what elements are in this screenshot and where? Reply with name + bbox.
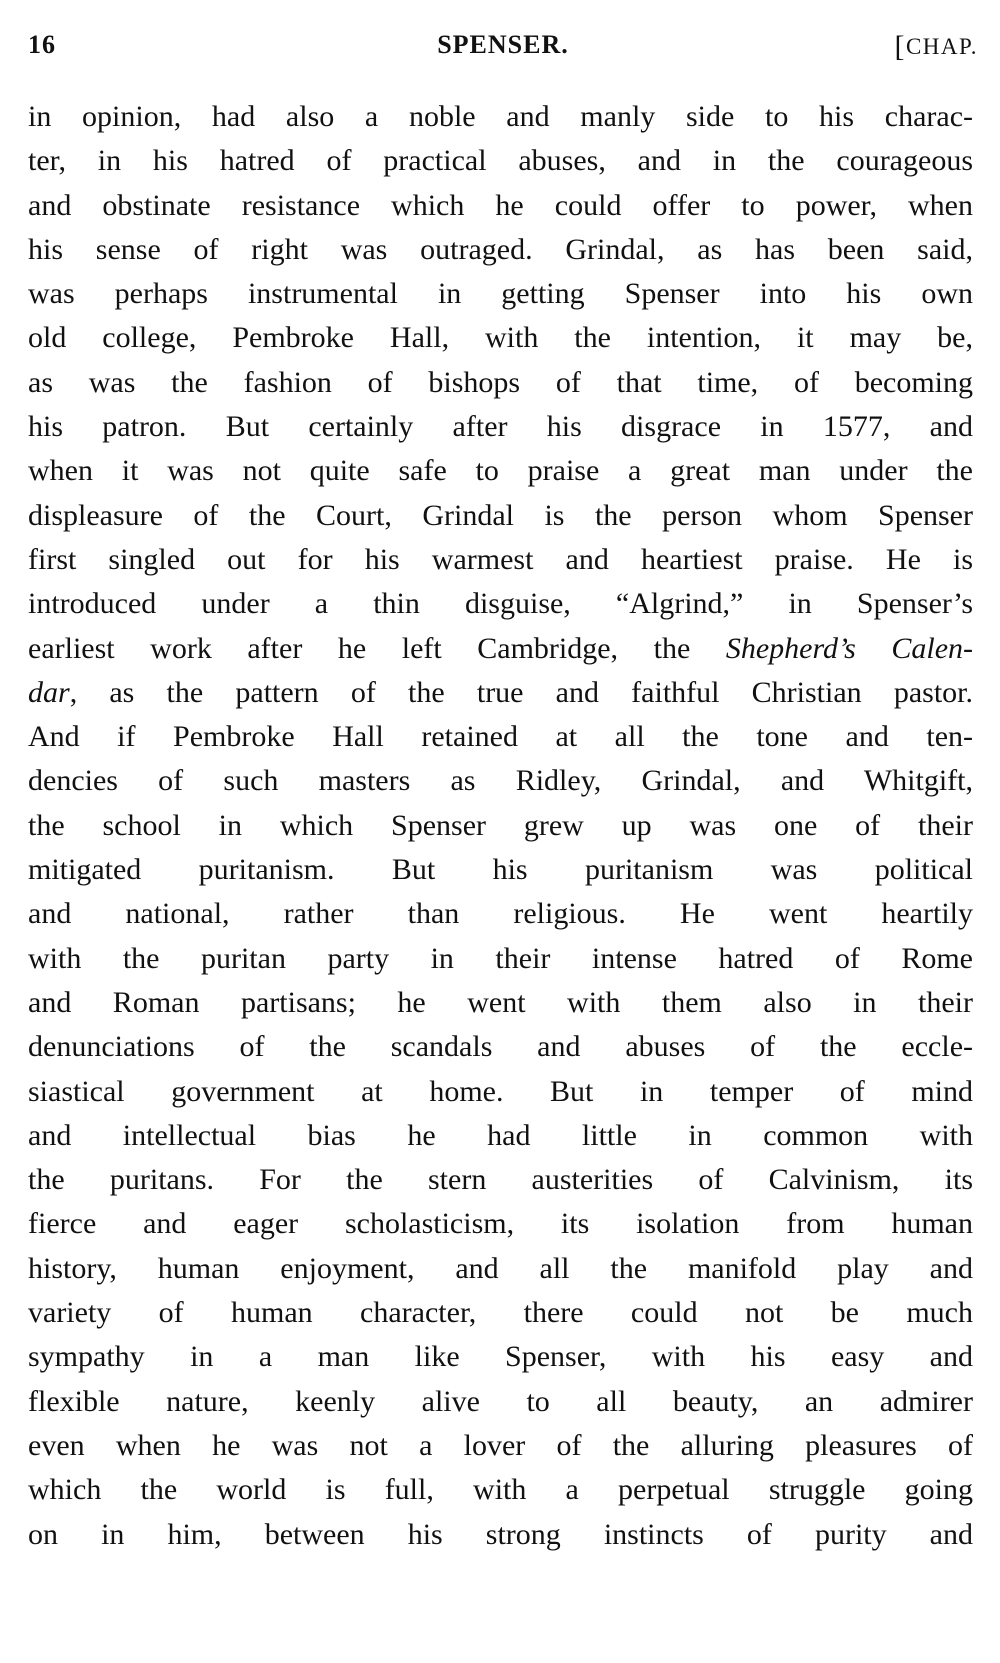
roman-text: , as the pattern of the true and faithful Christian pastor. — [69, 675, 973, 709]
text-line: his patron. But certainly after his disgrace in 1577, and — [28, 410, 973, 444]
text-line: variety of human character, there could not be much — [28, 1296, 973, 1330]
text-line: when it was not quite safe to praise a great man under the — [28, 454, 973, 488]
italic-title: dar — [28, 675, 70, 709]
text-line: fierce and eager scholasticism, its isolation from human — [28, 1207, 973, 1241]
text-line — [28, 627, 973, 671]
text-line: on in him, between his strong instincts of purity and — [28, 1517, 973, 1551]
text-line: And if Pembroke Hall retained at all the tone and ten- — [28, 720, 973, 754]
roman-text: earliest work after he left Cambridge, the — [28, 631, 726, 665]
text-line: siastical government at home. But in temper of mind — [28, 1074, 973, 1108]
text-line: first singled out for his warmest and heartiest praise. He is — [28, 542, 973, 576]
page-number: 16 — [28, 30, 56, 59]
text-line: his sense of right was outraged. Grindal, as has been said, — [28, 232, 973, 266]
body-text — [28, 95, 973, 1557]
text-line: even when he was not a lover of the alluring pleasures of — [28, 1428, 973, 1462]
text-line: sympathy in a man like Spenser, with his easy and — [28, 1340, 973, 1374]
text-line: dencies of such masters as Ridley, Grindal, and Whitgift, — [28, 764, 973, 798]
text-line: which the world is full, with a perpetual struggle going — [28, 1473, 973, 1507]
text-line — [28, 671, 973, 715]
text-line: old college, Pembroke Hall, with the intention, it may be, — [28, 321, 973, 355]
text-line: in opinion, had also a noble and manly side to his charac- — [28, 100, 973, 133]
text-line: and Roman partisans; he went with them also in their — [28, 985, 973, 1019]
text-line: with the puritan party in their intense hatred of Rome — [28, 941, 973, 975]
text-line: displeasure of the Court, Grindal is the person whom Spenser — [28, 498, 973, 532]
text-line: history, human enjoyment, and all the manifold play and — [28, 1251, 973, 1285]
chapter-label: CHAP. — [905, 34, 978, 59]
text-line: denunciations of the scandals and abuses of the eccle- — [28, 1030, 973, 1064]
text-line: was perhaps instrumental in getting Spenser into his own — [28, 277, 973, 311]
italic-title: Shepherd’s Calen- — [725, 631, 973, 665]
text-line: and national, rather than religious. He went heartily — [28, 897, 973, 931]
text-line: and intellectual bias he had little in common with — [28, 1118, 973, 1152]
text-line: flexible nature, keenly alive to all beauty, an admirer — [28, 1384, 973, 1418]
text-line: as was the fashion of bishops of that time, of becoming — [28, 365, 973, 399]
text-line: and obstinate resistance which he could offer to power, when — [28, 188, 973, 222]
running-title: SPENSER. — [437, 30, 569, 59]
text-line: mitigated puritanism. But his puritanism was political — [28, 853, 973, 887]
text-line: the school in which Spenser grew up was one of their — [28, 808, 973, 842]
running-head — [28, 30, 978, 70]
chapter-mark — [894, 30, 978, 64]
text-line: introduced under a thin disguise, “Algrind,” in Spenser’s — [28, 587, 973, 621]
chapter-bracket: [ — [894, 30, 906, 63]
text-line: ter, in his hatred of practical abuses, and in the courageous — [28, 144, 973, 178]
text-line: the puritans. For the stern austerities of Calvinism, its — [28, 1163, 973, 1197]
